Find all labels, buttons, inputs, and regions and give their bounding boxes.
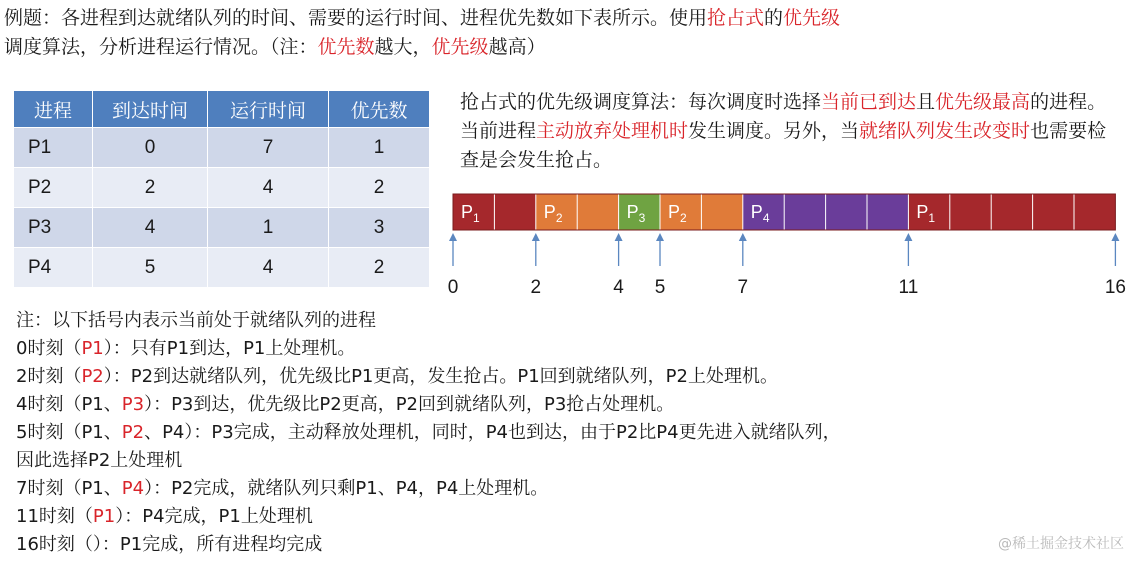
- notes-intro: 注：以下括号内表示当前处于就绪队列的进程: [16, 310, 376, 331]
- gantt-segment-label: $P_2$: [668, 202, 687, 225]
- cell-process: P4: [14, 248, 93, 288]
- gantt-segment-label: $P_2$: [543, 202, 563, 225]
- gantt-segment: [908, 194, 1115, 230]
- cell-runtime: 7: [208, 128, 329, 168]
- note-line: 2时刻（P2）：P2到达就绪队列，优先级比P1更高，发生抢占。P1回到就绪队列，P2上处理机。: [16, 366, 778, 387]
- time-label: 5: [654, 277, 666, 298]
- time-arrowhead: [739, 233, 747, 241]
- note-line: 0时刻（P1）：只有P1到达，P1上处理机。: [16, 338, 356, 359]
- cell-priority: 2: [329, 168, 430, 208]
- time-arrowhead: [656, 233, 664, 241]
- cell-arrival: 4: [93, 208, 208, 248]
- cell-runtime: 4: [208, 248, 329, 288]
- col-header-process: 进程: [14, 91, 93, 128]
- time-label: 4: [613, 277, 624, 298]
- cell-priority: 2: [329, 248, 430, 288]
- timeline-notes: [16, 307, 1116, 559]
- time-arrowhead: [1111, 233, 1119, 241]
- note-line: 7时刻（P1、P4）：P2完成，就绪队列只剩P1、P4，P4上处理机。: [16, 478, 549, 499]
- time-arrowhead: [615, 233, 623, 241]
- col-header-priority: 优先数: [329, 91, 430, 128]
- time-label: 7: [737, 277, 749, 298]
- cell-runtime: 4: [208, 168, 329, 208]
- note-line: 5时刻（P1、P2、P4）：P3完成，主动释放处理机，同时，P4也到达，由于P2比P4更先进入就绪队列，: [16, 422, 841, 443]
- time-label: 2: [530, 277, 542, 298]
- time-arrowhead: [532, 233, 540, 241]
- note-line: 4时刻（P1、P3）：P3到达，优先级比P2更高，P2回到就绪队列，P3抢占处理机。: [16, 394, 675, 415]
- time-label: 0: [447, 277, 459, 298]
- cell-runtime: 1: [208, 208, 329, 248]
- col-header-runtime: 运行时间: [208, 91, 329, 128]
- watermark: @稀土掘金技术社区: [998, 536, 1124, 552]
- gantt-segment-label: $P_1$: [461, 202, 480, 225]
- cell-priority: 1: [329, 128, 430, 168]
- gantt-segment-label: $P_4$: [750, 202, 770, 225]
- cell-process: P1: [14, 128, 93, 168]
- note-line: 11时刻（P1）：P4完成，P1上处理机: [16, 506, 313, 527]
- cell-process: P2: [14, 168, 93, 208]
- algorithm-explanation: 抢占式的优先级调度算法：每次调度时选择当前已到达且优先级最高的进程。当前进程主动放弃处理机时发生调度。另外，当就绪队列发生改变时也需要检查是会发生抢占。: [460, 91, 1107, 171]
- gantt-segment-label: $P_1$: [916, 202, 936, 225]
- problem-statement: 例题：各进程到达就绪队列的时间、需要的运行时间、进程优先数如下表所示。使用抢占式的优先级 调度算法，分析进程运行情况。（注：优先数越大，优先级越高）: [4, 7, 841, 58]
- col-header-arrival: 到达时间: [93, 91, 208, 128]
- time-label: 16: [1104, 277, 1126, 298]
- cell-priority: 3: [329, 208, 430, 248]
- time-arrowhead: [449, 233, 457, 241]
- cell-arrival: 5: [93, 248, 208, 288]
- cell-arrival: 2: [93, 168, 208, 208]
- time-arrowhead: [904, 233, 912, 241]
- time-label: 11: [898, 277, 919, 298]
- note-line: 16时刻（）：P1完成，所有进程均完成: [16, 534, 323, 555]
- cell-process: P3: [14, 208, 93, 248]
- cell-arrival: 0: [93, 128, 208, 168]
- gantt-segment-label: $P_3$: [626, 202, 646, 225]
- note-line: 因此选择P2上处理机: [16, 450, 183, 471]
